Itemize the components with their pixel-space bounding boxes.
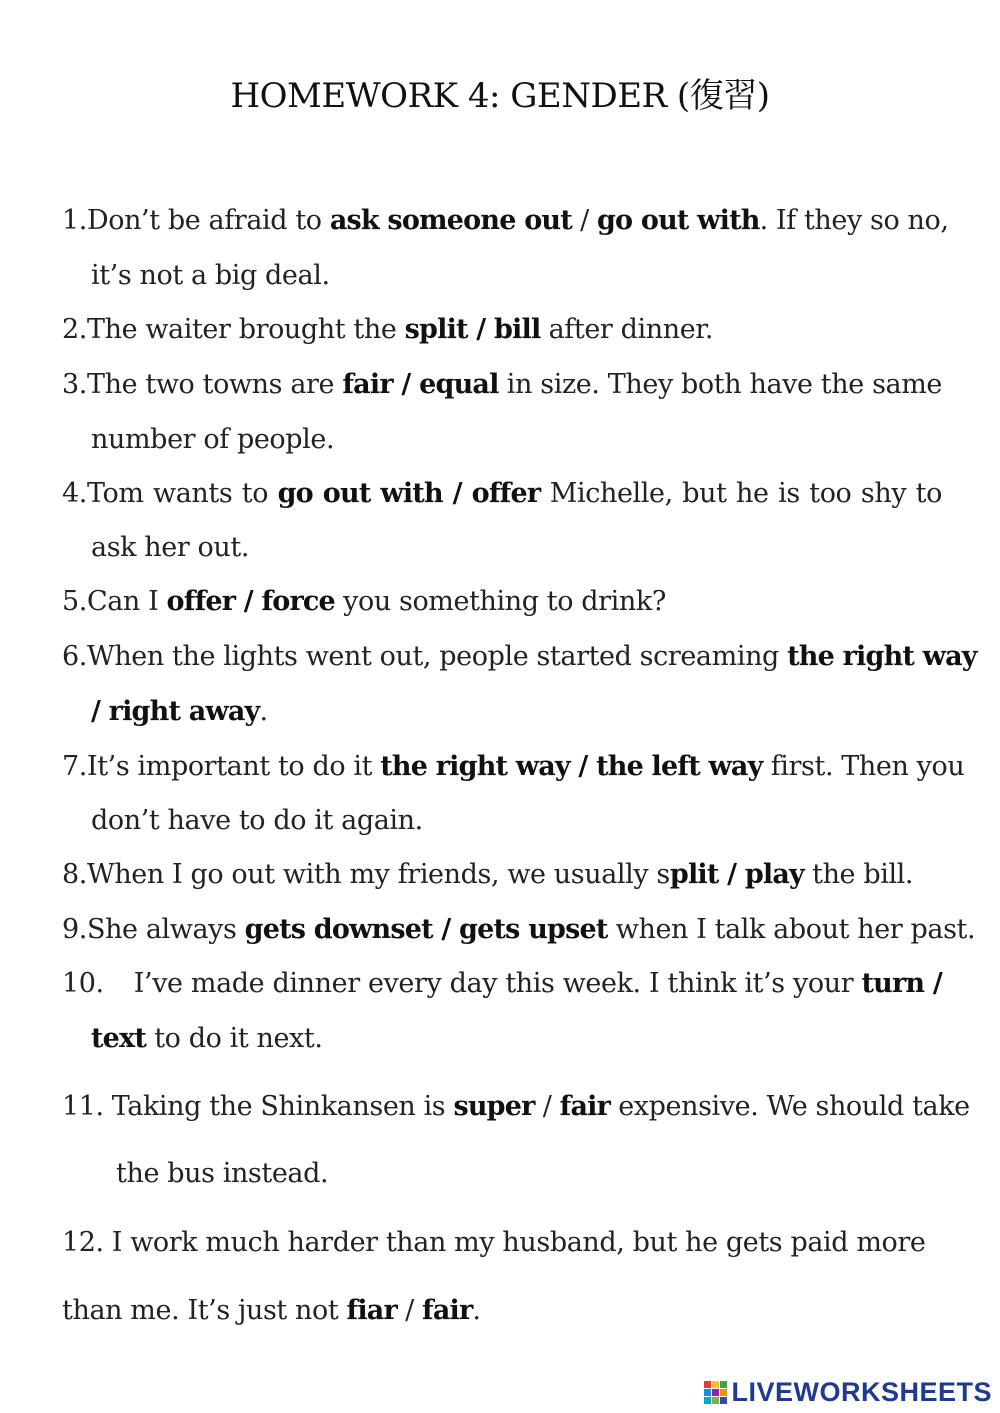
answer-choice[interactable]: super <box>453 1091 535 1122</box>
answer-choice[interactable]: fiar <box>346 1295 397 1326</box>
question-1 <box>62 205 949 236</box>
sentence-text: when I talk about her past. <box>607 914 976 945</box>
answer-choice[interactable]: go out with <box>596 205 760 236</box>
question-8 <box>62 859 913 890</box>
sentence-text: She always <box>86 914 245 945</box>
sentence-text: ask her out. <box>91 532 250 563</box>
question-1-continuation <box>91 260 942 291</box>
logo-square <box>720 1381 727 1388</box>
answer-choice[interactable]: the right way <box>787 641 977 672</box>
answer-choice[interactable]: go out with / offer <box>277 478 541 509</box>
question-7-continuation <box>91 805 942 836</box>
question-number: 5. <box>62 586 87 617</box>
sentence-text: . <box>259 696 268 727</box>
sentence-text: it’s not a big deal. <box>91 260 330 291</box>
answer-choice[interactable]: plit / play <box>669 859 804 890</box>
sentence-text: than me. It’s just not <box>62 1295 347 1326</box>
question-number: 2. <box>62 314 87 345</box>
sentence-text: expensive. We should take <box>610 1091 970 1122</box>
question-7 <box>62 751 965 782</box>
question-number: 8. <box>62 859 87 890</box>
sentence-text: the bus instead. <box>116 1158 329 1189</box>
logo-square <box>720 1397 727 1404</box>
question-12 <box>62 1227 925 1258</box>
logo-square <box>712 1397 719 1404</box>
page-title: HOMEWORK 4: GENDER (復習) <box>230 76 770 116</box>
question-number: 10. <box>62 968 104 999</box>
sentence-text: Taking the Shinkansen is <box>111 1091 454 1122</box>
logo-square <box>704 1389 711 1396</box>
answer-choice[interactable]: fair <box>559 1091 611 1122</box>
question-10 <box>62 968 942 999</box>
question-3 <box>62 369 942 400</box>
question-number: 12. <box>62 1227 104 1258</box>
question-3-continuation <box>91 424 942 455</box>
sentence-text: to do it next. <box>146 1023 323 1054</box>
question-10-continuation <box>91 1023 942 1054</box>
answer-choice[interactable]: ask someone out <box>329 205 572 236</box>
question-number: 9. <box>62 914 87 945</box>
sentence-text: after dinner. <box>540 314 714 345</box>
sentence-text: number of people. <box>91 424 335 455</box>
answer-choice[interactable]: / right away <box>91 696 260 727</box>
logo-square <box>712 1381 719 1388</box>
sentence-text: the bill. <box>803 859 914 890</box>
sentence-text: . <box>472 1295 481 1326</box>
sentence-text: you something to drink? <box>334 586 666 617</box>
sentence-text: first. Then you <box>762 751 965 782</box>
question-number: 7. <box>62 751 87 782</box>
question-number: 3. <box>62 369 87 400</box>
sentence-text: . If they so no, <box>759 205 949 236</box>
logo-grid-icon <box>704 1381 727 1404</box>
sentence-text: / <box>534 1091 560 1122</box>
answer-choice[interactable]: fair <box>422 1295 473 1326</box>
logo-text: LIVEWORKSHEETS <box>731 1376 992 1407</box>
question-number: 1. <box>62 205 87 236</box>
answer-choice[interactable]: the right way / the left way <box>380 751 763 782</box>
sentence-text: The waiter brought the <box>86 314 405 345</box>
sentence-text: / <box>571 205 597 236</box>
sentence-text: I work much harder than my husband, but he gets paid more <box>111 1227 926 1258</box>
question-number: 4. <box>62 478 87 509</box>
question-number: 11. <box>62 1091 104 1122</box>
sentence-text: / <box>396 1295 422 1326</box>
liveworksheets-logo <box>704 1376 992 1407</box>
answer-choice[interactable]: turn / <box>861 968 942 999</box>
sentence-text: Michelle, but he is too shy to <box>540 478 942 509</box>
logo-square <box>712 1389 719 1396</box>
sentence-text: It’s important to do it <box>86 751 381 782</box>
sentence-text: Can I <box>86 586 167 617</box>
sentence-text: When the lights went out, people started screaming <box>86 641 788 672</box>
answer-choice[interactable]: text <box>91 1023 147 1054</box>
question-11-continuation <box>116 1158 967 1189</box>
sentence-text: The two towns are <box>86 369 343 400</box>
question-9 <box>62 914 975 945</box>
logo-square <box>704 1397 711 1404</box>
sentence-text: I’ve made dinner every day this week. I think it’s your <box>133 968 862 999</box>
question-4-continuation <box>91 532 942 563</box>
question-number: 6. <box>62 641 87 672</box>
question-2 <box>62 314 713 345</box>
answer-choice[interactable]: split / bill <box>404 314 541 345</box>
sentence-text: When I go out with my friends, we usually s <box>86 859 670 890</box>
question-6 <box>62 641 977 672</box>
question-4 <box>62 478 942 509</box>
question-12-continuation <box>62 1295 913 1326</box>
logo-square <box>704 1381 711 1388</box>
answer-choice[interactable]: offer / force <box>166 586 335 617</box>
question-11 <box>62 1091 970 1122</box>
sentence-text: in size. They both have the same <box>498 369 942 400</box>
answer-choice[interactable]: gets downset / gets upset <box>244 914 608 945</box>
sentence-text: don’t have to do it again. <box>91 805 423 836</box>
answer-choice[interactable]: fair / equal <box>342 369 499 400</box>
question-6-continuation <box>91 696 942 727</box>
logo-square <box>720 1389 727 1396</box>
sentence-text: Don’t be afraid to <box>86 205 330 236</box>
sentence-text: Tom wants to <box>86 478 278 509</box>
question-5 <box>62 586 666 617</box>
